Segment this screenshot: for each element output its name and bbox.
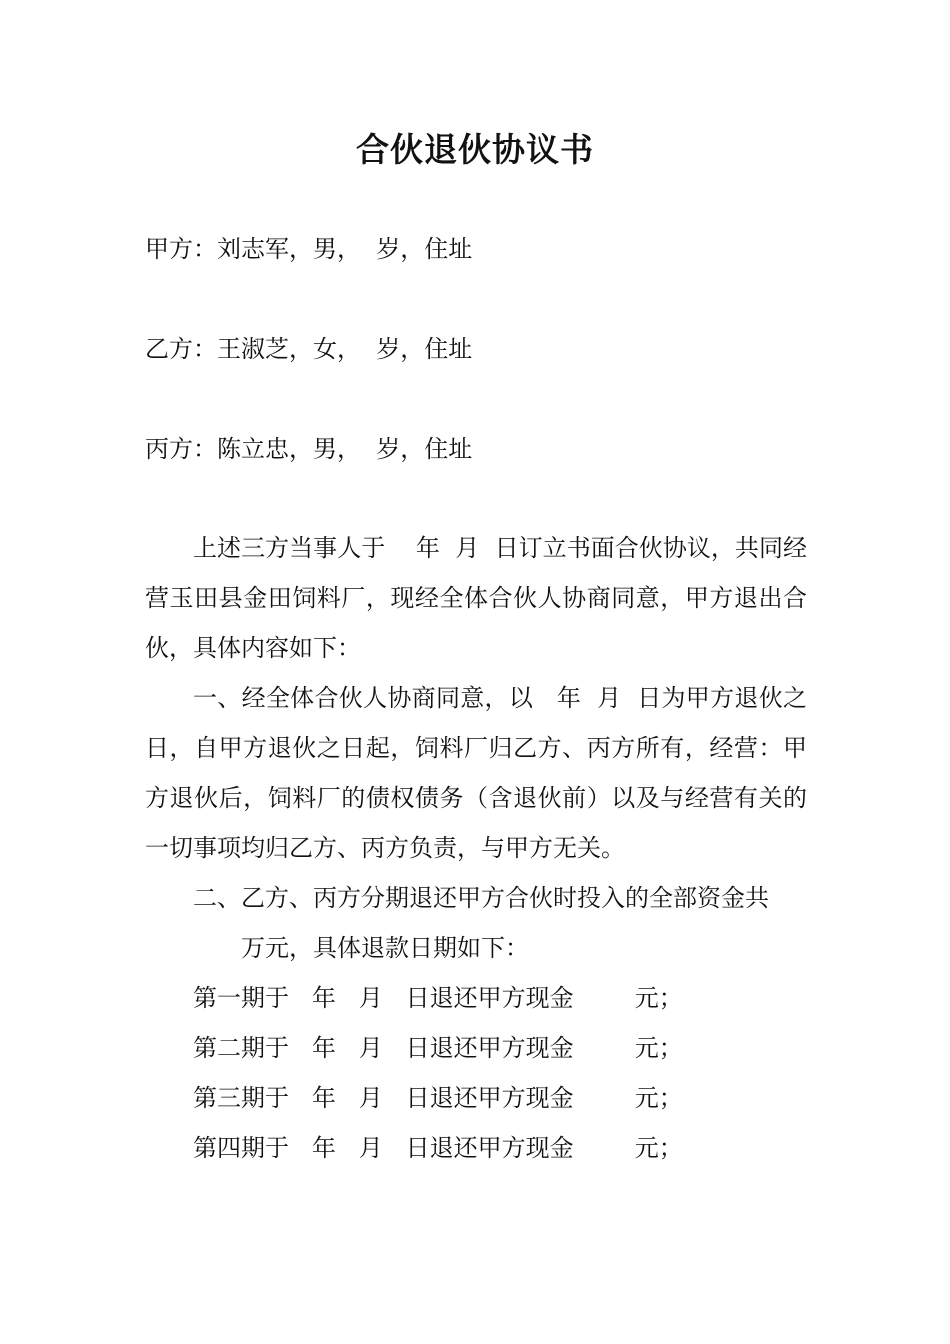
clause-two-continuation: 万元，具体退款日期如下： (241, 934, 529, 962)
installment-line-1: 第一期于 年 月 日退还甲方现金 元； (193, 984, 683, 1012)
intro-paragraph: 上述三方当事人于 年 月 日订立书面合伙协议，共同经营玉田县金田饲料厂，现经全体合伙人协商同意，甲方退出合伙，具体内容如下： (145, 534, 807, 662)
party-a-line: 甲方：刘志军，男， 岁，住址 (145, 235, 473, 263)
installment-line-3: 第三期于 年 月 日退还甲方现金 元； (193, 1084, 683, 1112)
party-c-line: 丙方：陈立忠，男， 岁，住址 (145, 435, 473, 463)
clause-one-paragraph: 一、经全体合伙人协商同意，以 年 月 日为甲方退伙之日，自甲方退伙之日起，饲料厂归乙方、丙方所有，经营：甲方退伙后，饲料厂的债权债务（含退伙前）以及与经营有关的一切事项均归乙方、丙方负责，与甲方无关。 (145, 684, 807, 862)
installment-line-2: 第二期于 年 月 日退还甲方现金 元； (193, 1034, 683, 1062)
clause-two-paragraph: 二、乙方、丙方分期退还甲方合伙时投入的全部资金共 (193, 884, 769, 912)
document-title: 合伙退伙协议书 (356, 130, 594, 169)
agreement-body (145, 523, 807, 1173)
party-b-line: 乙方：王淑芝，女， 岁，住址 (145, 335, 473, 363)
installment-line-4: 第四期于 年 月 日退还甲方现金 元； (193, 1134, 683, 1162)
